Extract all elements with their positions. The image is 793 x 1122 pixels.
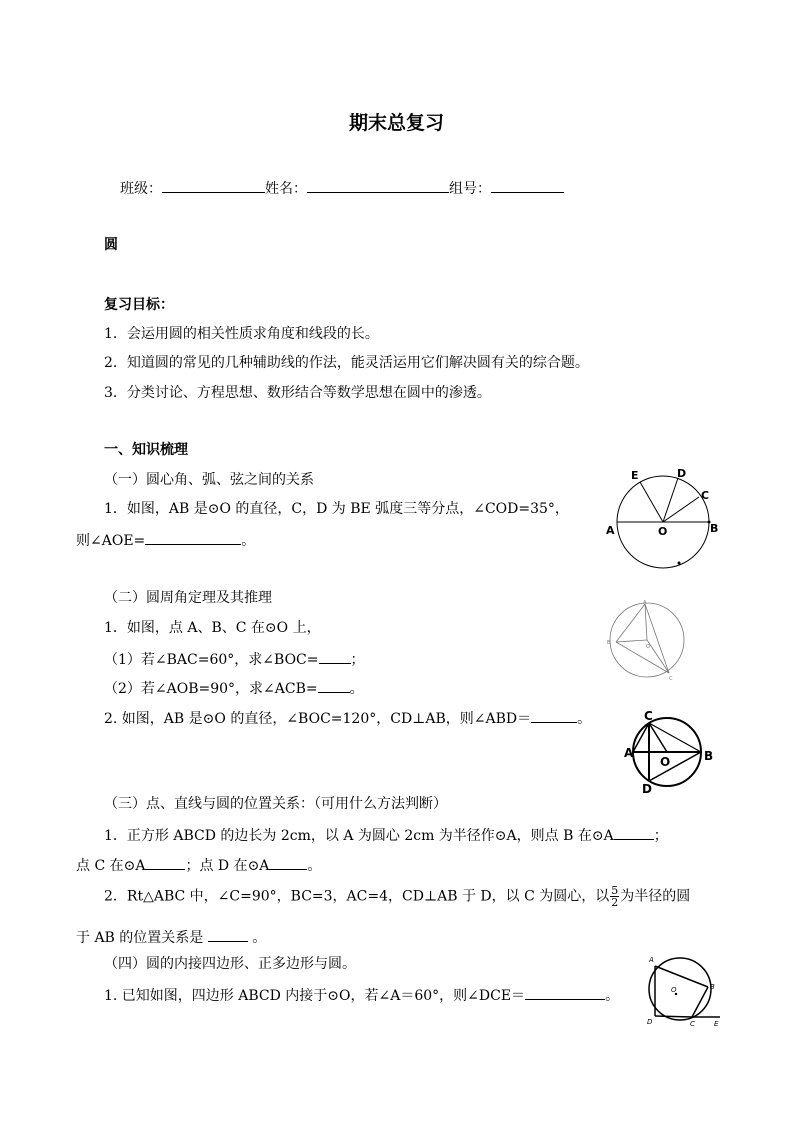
part3-q1-line1 [104, 825, 668, 845]
answer-blank[interactable] [208, 927, 248, 942]
fraction-denominator: 2 [611, 896, 619, 909]
svg-text:O: O [646, 644, 650, 650]
class-label: 班级： [120, 181, 162, 197]
svg-text:A: A [649, 956, 654, 964]
part3-q2-suffix: 为半径的圆 [620, 888, 691, 905]
point-label-e: E [631, 469, 639, 482]
part4-heading: （四）圆的内接四边形、正多边形与圆。 [104, 956, 356, 972]
answer-blank[interactable] [145, 530, 241, 545]
topic-heading: 圆 [104, 237, 118, 253]
part3-q1-line2 [76, 855, 321, 875]
part3-q1-point-c: 点 C 在⊙A [76, 858, 146, 874]
part3-heading: （三）点、直线与圆的位置关系：（可用什么方法判断） [104, 796, 447, 812]
point-label-b: B [710, 522, 719, 535]
answer-blank[interactable] [531, 708, 577, 723]
part1-q1-prefix: 则∠AOE= [76, 533, 146, 549]
goal-item-1: 1．会运用圆的相关性质求角度和线段的长。 [104, 326, 379, 342]
answer-blank[interactable] [269, 855, 307, 870]
part3-q2-line2-end: 。 [252, 930, 267, 946]
group-label: 组号： [449, 181, 491, 197]
fraction-five-halves [610, 885, 619, 908]
point-label-d: D [677, 467, 687, 480]
part1-q1-suffix: 。 [241, 533, 256, 549]
figure-circle-diameter-trisection [600, 462, 730, 570]
goals-heading: 复习目标： [104, 297, 174, 313]
part4-q1-text: 1. 已知如图，四边形 ABCD 内接于⊙O，若∠A＝60°，则∠DCE＝ [104, 988, 526, 1004]
part2-q2-suffix: 。 [577, 711, 592, 727]
part1-heading: （一）圆心角、弧、弦之间的关系 [104, 472, 314, 488]
part2-heading: （二）圆周角定理及其推理 [104, 590, 272, 606]
fig2-label-b: B [704, 749, 714, 763]
svg-text:B: B [607, 640, 611, 646]
answer-blank[interactable] [614, 825, 654, 840]
class-blank[interactable] [162, 178, 265, 193]
svg-text:C: C [690, 1020, 695, 1028]
part3-q1-text: 1．正方形 ABCD 的边长为 2cm，以 A 为圆心 2cm 为半径作⊙A，则点 B 在⊙A [104, 828, 614, 844]
fig2-label-c: C [644, 709, 653, 723]
part3-q1-end: 。 [307, 858, 322, 874]
fraction-numerator: 5 [611, 884, 619, 897]
part3-q2-line1 [104, 885, 690, 908]
part2-sub2-text: （2）若∠AOB=90°，求∠ACB= [104, 681, 318, 697]
fig2-label-d: D [642, 782, 652, 794]
page-title: 期末总复习 [348, 112, 444, 134]
svg-text:D: D [647, 1018, 653, 1026]
part3-q2-line2 [76, 927, 266, 947]
part1-q1-line1: 1．如图，AB 是⊙O 的直径，C，D 为 BE 弧度三等分点，∠COD=35°， [104, 501, 569, 517]
part4-q1-suffix: 。 [605, 988, 620, 1004]
fig2-label-o: O [660, 755, 671, 769]
part2-q1-sub2 [104, 678, 364, 698]
part3-q1-point-d: ；点 D 在⊙A [185, 858, 270, 874]
svg-text:C: C [669, 676, 673, 682]
answer-blank[interactable] [318, 678, 350, 693]
part3-q2-line2-text: 于 AB 的位置关系是 [76, 930, 204, 946]
point-label-o: O [658, 525, 668, 538]
goal-item-2: 2．知道圆的常见的几种辅助线的作法，能灵活运用它们解决圆有关的综合题。 [104, 355, 589, 371]
fig2-label-a: A [624, 746, 634, 760]
svg-text:E: E [714, 1020, 719, 1028]
part2-sub2-suffix: 。 [349, 681, 364, 697]
section-heading: 一、知识梳理 [104, 442, 188, 458]
part3-q2-text: 2．Rt△ABC 中，∠C=90°，BC=3，AC=4，CD⊥AB 于 D，以 C 为圆心，以 [104, 888, 610, 905]
part3-q1-suffix: ； [653, 828, 668, 844]
answer-blank[interactable] [319, 649, 351, 664]
part2-q1-sub1 [104, 649, 365, 669]
figure-inscribed-triangle-faint [603, 598, 691, 682]
answer-blank[interactable] [145, 855, 185, 870]
student-info-line [120, 178, 564, 198]
part2-q1: 1．如图，点 A、B、C 在⊙O 上， [104, 620, 321, 636]
figure-cyclic-quadrilateral [640, 951, 724, 1029]
name-label: 姓名： [265, 181, 307, 197]
point-label-c: C [701, 489, 710, 502]
svg-text:B: B [710, 983, 715, 991]
figure-diameter-perpendicular-chord [622, 706, 718, 794]
part1-q1-line2 [76, 530, 255, 550]
group-blank[interactable] [491, 178, 564, 193]
point-label-a: A [606, 524, 615, 537]
svg-text:A: A [643, 600, 647, 606]
name-blank[interactable] [307, 178, 449, 193]
part2-q2 [104, 708, 591, 728]
part2-q2-text: 2. 如图，AB 是⊙O 的直径，∠BOC=120°，CD⊥AB，则∠ABD＝ [104, 711, 532, 727]
answer-blank[interactable] [525, 985, 605, 1000]
part4-q1 [104, 985, 619, 1005]
svg-text:O: O [671, 986, 677, 994]
goal-item-3: 3．分类讨论、方程思想、数形结合等数学思想在圆中的渗透。 [104, 385, 491, 401]
part2-sub1-suffix: ； [350, 652, 365, 668]
part2-sub1-text: （1）若∠BAC=60°，求∠BOC= [104, 652, 319, 668]
